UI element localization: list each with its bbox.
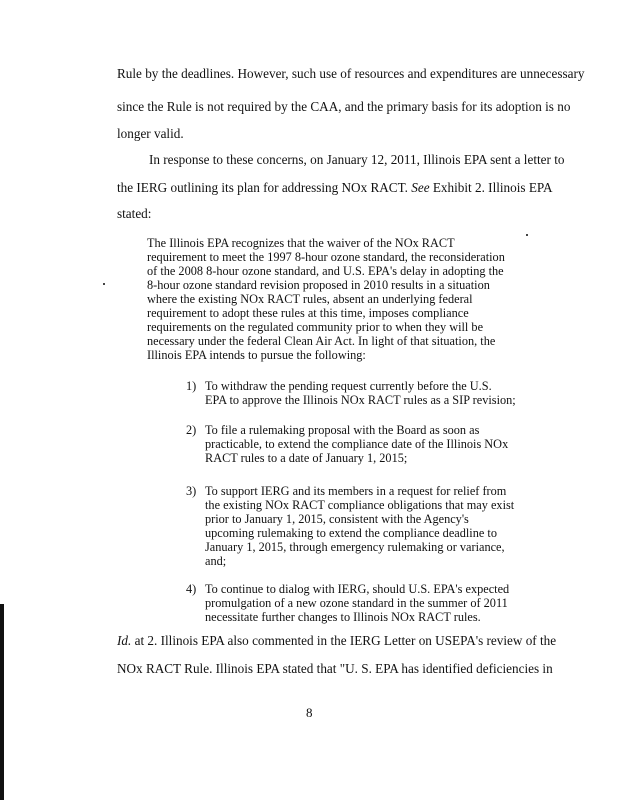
list-line: To withdraw the pending request currently before the U.S.	[205, 379, 492, 393]
list-line: promulgation of a new ozone standard in the summer of 2011	[205, 596, 508, 610]
list-line: To file a rulemaking proposal with the Board as soon as	[205, 423, 480, 437]
list-line: prior to January 1, 2015, consistent with the Agency's	[205, 512, 469, 526]
list-number: 4)	[186, 582, 197, 596]
body-line	[117, 180, 553, 196]
body-line: In response to these concerns, on January 12, 2011, Illinois EPA sent a letter to	[149, 152, 565, 167]
quote-line: of the 2008 8-hour ozone standard, and U.S. EPA's delay in adopting the	[147, 264, 504, 278]
quote-line: 8-hour ozone standard revision proposed in 2010 results in a situation	[147, 278, 490, 292]
quote-line: where the existing NOx RACT rules, absent an underlying federal	[147, 292, 473, 306]
quote-line: requirements on the regulated community prior to when they will be	[147, 320, 484, 334]
body-line: NOx RACT Rule. Illinois EPA stated that "U. S. EPA has identified deficiencies in	[117, 661, 553, 676]
scan-speck	[526, 234, 528, 236]
list-line: the existing NOx RACT compliance obligations that may exist	[205, 498, 515, 512]
list-line: upcoming rulemaking to extend the compliance deadline to	[205, 526, 497, 540]
list-line: practicable, to extend the compliance date of the Illinois NOx	[205, 437, 509, 451]
body-text: the IERG outlining its plan for addressing NOx RACT.	[117, 180, 408, 195]
list-line: EPA to approve the Illinois NOx RACT rules as a SIP revision;	[205, 393, 516, 407]
quote-line: Illinois EPA intends to pursue the following:	[147, 348, 366, 362]
citation-signal: See	[411, 180, 430, 195]
body-line: stated:	[117, 206, 152, 221]
list-line: necessitate further changes to Illinois NOx RACT rules.	[205, 610, 481, 624]
page-number: 8	[306, 705, 313, 720]
body-line: Rule by the deadlines. However, such use of resources and expenditures are unnecessary	[117, 66, 585, 81]
list-number: 2)	[186, 423, 197, 437]
quote-line: necessary under the federal Clean Air Act. In light of that situation, the	[147, 334, 496, 348]
citation-id: Id.	[117, 633, 132, 648]
list-line: To continue to dialog with IERG, should U.S. EPA's expected	[205, 582, 510, 596]
body-line: since the Rule is not required by the CAA, and the primary basis for its adoption is no	[117, 99, 571, 114]
list-number: 1)	[186, 379, 197, 393]
body-text: Exhibit 2. Illinois EPA	[432, 180, 553, 195]
body-text: at 2. Illinois EPA also commented in the IERG Letter on USEPA's review of the	[134, 633, 557, 648]
list-line: To support IERG and its members in a request for relief from	[205, 484, 507, 498]
quote-line: requirement to adopt these rules at this time, imposes compliance	[147, 306, 469, 320]
list-line: and;	[205, 554, 227, 568]
quote-line: requirement to meet the 1997 8-hour ozone standard, the reconsideration	[147, 250, 505, 264]
body-line: longer valid.	[117, 126, 184, 141]
list-number: 3)	[186, 484, 197, 498]
list-line: RACT rules to a date of January 1, 2015;	[205, 451, 408, 465]
quote-line: The Illinois EPA recognizes that the waiver of the NOx RACT	[147, 236, 455, 250]
scan-edge-bar	[0, 604, 4, 800]
scan-speck	[103, 283, 105, 285]
body-line	[117, 633, 556, 649]
list-line: January 1, 2015, through emergency rulemaking or variance,	[205, 540, 505, 554]
